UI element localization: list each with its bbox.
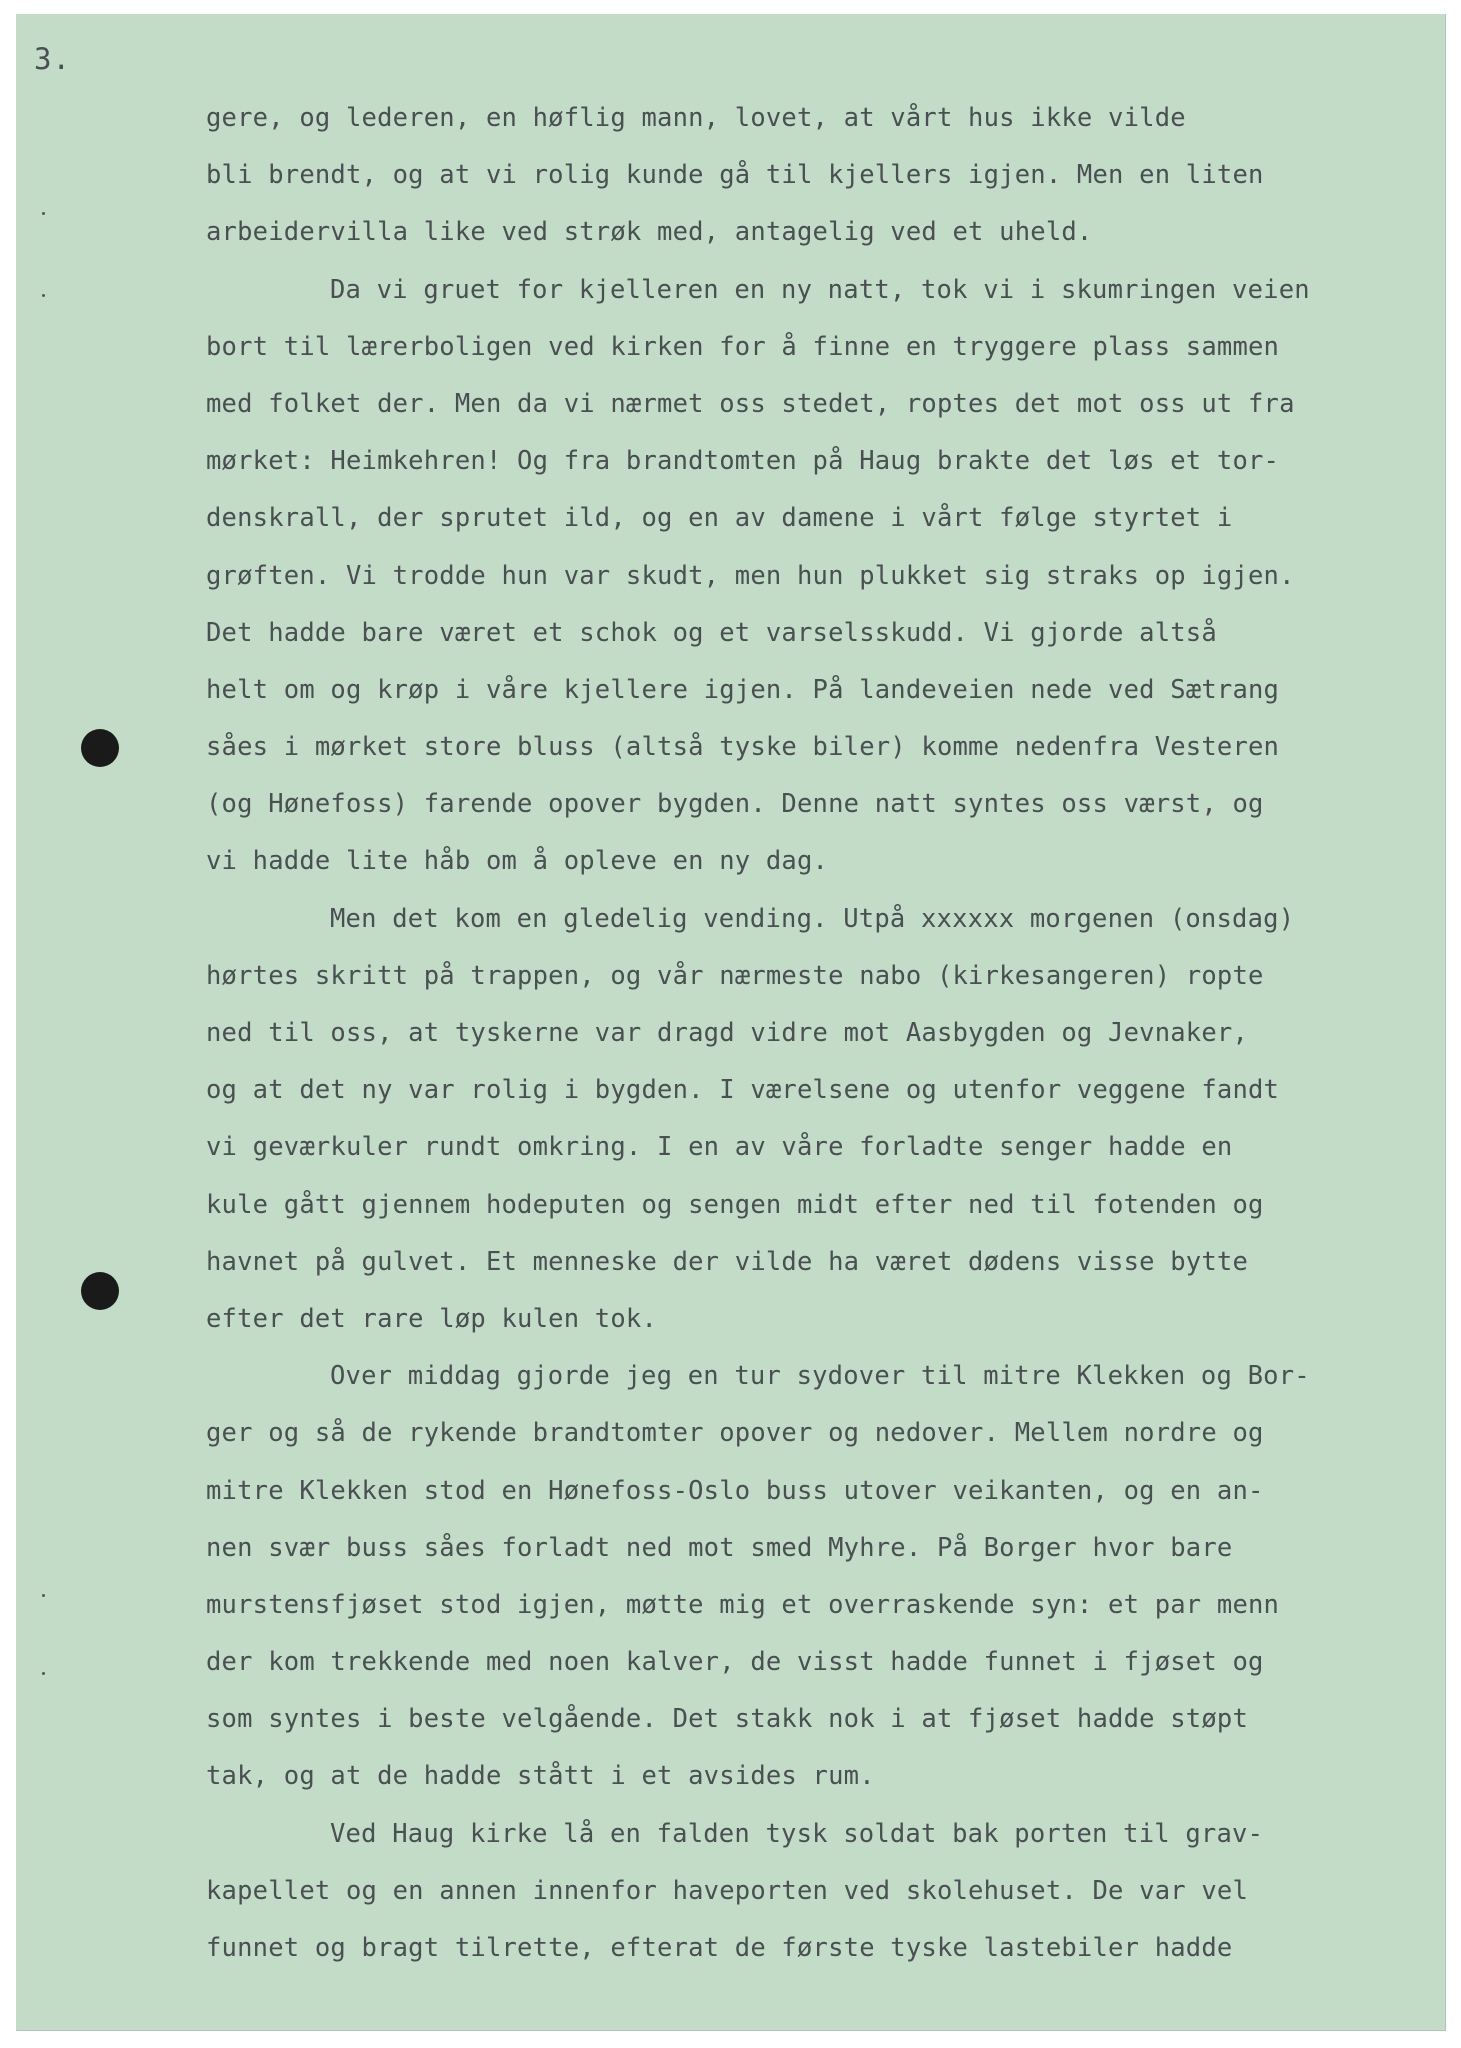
page-number: 3. bbox=[34, 42, 71, 76]
text-line: (og Hønefoss) farende opover bygden. Denne natt syntes oss værst, og bbox=[206, 789, 1264, 820]
text-line: tak, og at de hadde stått i et avsides rum. bbox=[206, 1761, 875, 1792]
text-line: mørket: Heimkehren! Og fra brandtomten på Haug brakte det løs et tor- bbox=[206, 446, 1280, 477]
text-line: hørtes skritt på trappen, og vår nærmeste nabo (kirkesangeren) ropte bbox=[206, 960, 1264, 991]
text-line: ger og så de rykende brandtomter opover og nedover. Mellem nordre og bbox=[206, 1418, 1264, 1449]
text-line: kule gått gjennem hodeputen og sengen midt efter ned til fotenden og bbox=[206, 1189, 1264, 1220]
text-line: efter det rare løp kulen tok. bbox=[206, 1303, 658, 1334]
text-line: Ved Haug kirke lå en falden tysk soldat bak porten til grav- bbox=[330, 1818, 1264, 1849]
margin-dot bbox=[42, 1672, 45, 1675]
text-line: murstensfjøset stod igjen, møtte mig et overraskende syn: et par menn bbox=[206, 1589, 1280, 1620]
text-line: havnet på gulvet. Et menneske der vilde ha været dødens visse bytte bbox=[206, 1246, 1249, 1277]
text-line: ned til oss, at tyskerne var dragd vidre mot Aasbygden og Jevnaker, bbox=[206, 1018, 1249, 1048]
margin-dot bbox=[42, 294, 45, 297]
text-line: kapellet og en annen innenfor haveporten ved skolehuset. De var vel bbox=[206, 1875, 1249, 1906]
text-line: der kom trekkende med noen kalver, de visst hadde funnet i fjøset og bbox=[206, 1647, 1264, 1678]
text-line: Over middag gjorde jeg en tur sydover til mitre Klekken og Bor- bbox=[330, 1361, 1310, 1392]
text-line: med folket der. Men da vi nærmet oss stedet, roptes det mot oss ut fra bbox=[206, 388, 1295, 419]
typewritten-text-body bbox=[206, 90, 1426, 1977]
text-line: såes i mørket store bluss (altså tyske biler) komme nedenfra Vesteren bbox=[206, 732, 1280, 763]
text-line: og at det ny var rolig i bygden. I værelsene og utenfor veggene fandt bbox=[206, 1075, 1280, 1106]
margin-dot bbox=[42, 212, 45, 215]
text-line: bli brendt, og at vi rolig kunde gå til kjellers igjen. Men en liten bbox=[206, 160, 1264, 191]
text-line: Men det kom en gledelig vending. Utpå xxxxxx morgenen (onsdag) bbox=[330, 903, 1295, 934]
text-line: helt om og krøp i våre kjellere igjen. På landeveien nede ved Sætrang bbox=[206, 674, 1280, 705]
margin-dot bbox=[42, 1594, 45, 1597]
punch-hole bbox=[81, 1272, 119, 1310]
punch-hole bbox=[81, 729, 119, 767]
text-line: bort til lærerboligen ved kirken for å finne en tryggere plass sammen bbox=[206, 331, 1280, 362]
text-line: funnet og bragt tilrette, efterat de første tyske lastebiler hadde bbox=[206, 1933, 1233, 1963]
text-line: mitre Klekken stod en Hønefoss-Oslo buss utover veikanten, og en an- bbox=[206, 1475, 1264, 1506]
text-line: vi hadde lite håb om å opleve en ny dag. bbox=[206, 846, 829, 877]
text-line: grøften. Vi trodde hun var skudt, men hun plukket sig straks op igjen. bbox=[206, 560, 1295, 591]
document-page bbox=[16, 14, 1446, 2031]
text-line: Da vi gruet for kjelleren en ny natt, tok vi i skumringen veien bbox=[330, 274, 1310, 305]
text-line: vi geværkuler rundt omkring. I en av våre forladte senger hadde en bbox=[206, 1132, 1233, 1163]
text-line: gere, og lederen, en høflig mann, lovet, at vårt hus ikke vilde bbox=[206, 103, 1186, 133]
text-line: denskrall, der sprutet ild, og en av damene i vårt følge styrtet i bbox=[206, 503, 1233, 534]
text-line: arbeidervilla like ved strøk med, antagelig ved et uheld. bbox=[206, 217, 1093, 248]
text-line: Det hadde bare været et schok og et varselsskudd. Vi gjorde altså bbox=[206, 617, 1217, 648]
text-line: nen svær buss såes forladt ned mot smed Myhre. På Borger hvor bare bbox=[206, 1532, 1233, 1563]
text-line: som syntes i beste velgående. Det stakk nok i at fjøset hadde støpt bbox=[206, 1704, 1249, 1735]
